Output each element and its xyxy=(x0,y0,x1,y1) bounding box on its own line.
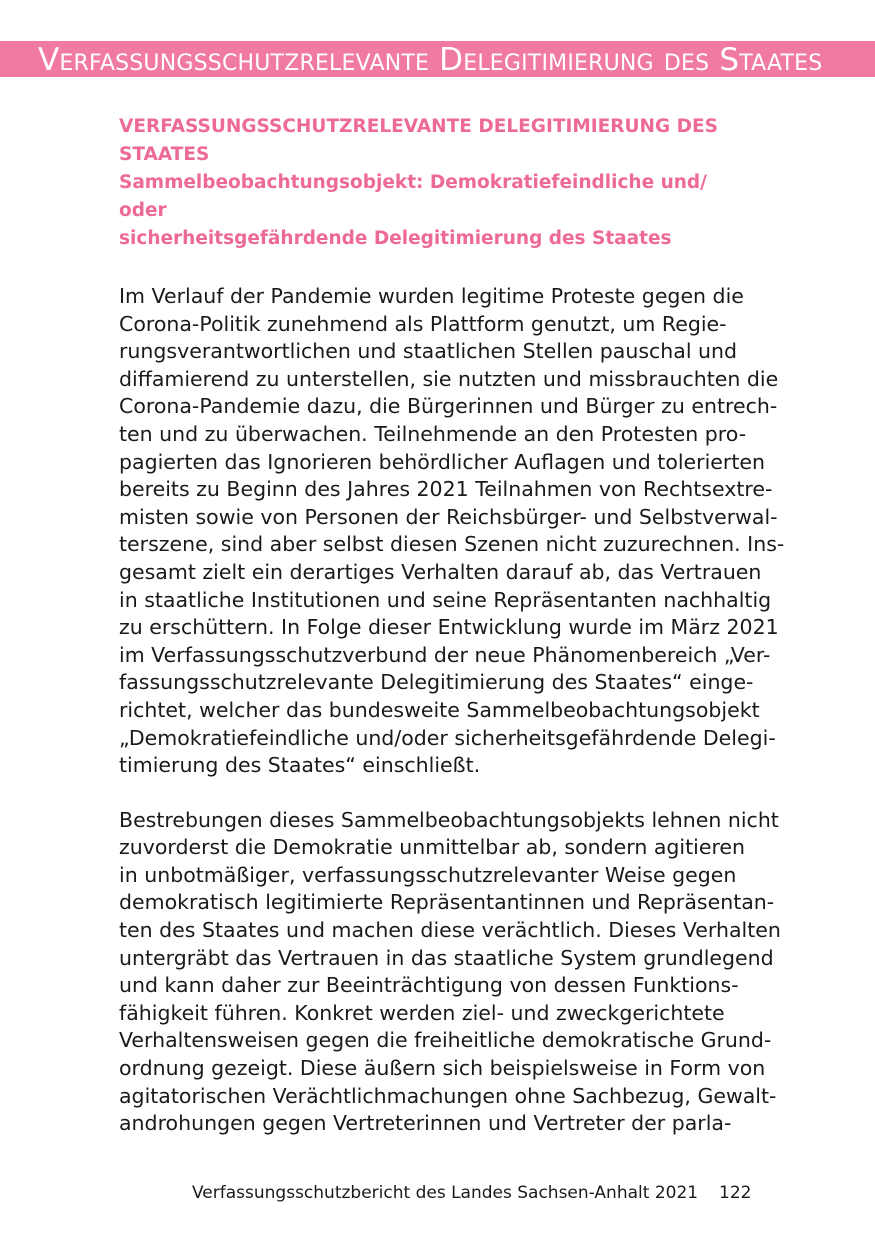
text-line: Corona-Pandemie dazu, die Bürgerinnen und Bürger zu entrech- xyxy=(119,394,778,419)
text-line: fähigkeit führen. Konkret werden ziel- und zweckgerichtete xyxy=(119,1000,725,1025)
text-line: und kann daher zur Beeinträchtigung von dessen Funktions- xyxy=(119,973,739,998)
text-line: zu erschüttern. In Folge dieser Entwicklung wurde im März 2021 xyxy=(119,615,779,640)
text-line: in unbotmäßiger, verfassungsschutzrelevanter Weise gegen xyxy=(119,862,737,887)
text-line: im Verfassungsschutzverbund der neue Phänomenbereich „Ver- xyxy=(119,642,771,667)
section-heading xyxy=(119,113,759,253)
text-line: agitatorischen Verächtlichmachungen ohne Sachbezug, Gewalt- xyxy=(119,1083,777,1108)
text-line: „Demokratiefeindliche und/oder sicherheitsgefährdende Delegi- xyxy=(119,725,776,750)
text-line: rungsverantwortlichen und staatlichen Stellen pauschal und xyxy=(119,339,738,364)
text-line: bereits zu Beginn des Jahres 2021 Teilnahmen von Rechtsextre- xyxy=(119,477,773,502)
text-line: ordnung gezeigt. Diese äußern sich beispielsweise in Form von xyxy=(119,1056,766,1081)
page-content xyxy=(119,113,785,1138)
text-line: Im Verlauf der Pandemie wurden legitime Proteste gegen die xyxy=(119,284,744,308)
text-line: richtet, welcher das bundesweite Sammelbeobachtungsobjekt xyxy=(119,697,760,722)
text-line: ten des Staates und machen diese verächtlich. Dieses Verhalten xyxy=(119,918,781,943)
section-subheading-line: sicherheitsgefährdende Delegitimierung des Staates xyxy=(119,228,672,249)
text-line: zuvorderst die Demokratie unmittelbar ab, sondern agitieren xyxy=(119,835,746,860)
page-number: 122 xyxy=(719,1183,752,1203)
chapter-header-band xyxy=(0,41,875,77)
text-line: timierung des Staates“ einschließt. xyxy=(119,753,481,778)
text-line: demokratisch legitimierte Repräsentantinnen und Repräsentan- xyxy=(119,890,775,915)
section-heading-line: STAATES xyxy=(119,144,210,165)
section-subheading-line: Sammelbeobachtungsobjekt: Demokratiefeindliche und/ oder xyxy=(119,172,707,221)
body-paragraph xyxy=(119,807,781,1138)
text-line: Corona-Politik zunehmend als Plattform genutzt, um Regie- xyxy=(119,311,727,336)
body-paragraph xyxy=(119,283,785,780)
text-line: androhungen gegen Vertreterinnen und Vertreter der parla- xyxy=(119,1111,732,1136)
text-line: pagierten das Ignorieren behördlicher Auflagen und tolerierten xyxy=(119,449,765,474)
text-line: fassungsschutzrelevante Delegitimierung des Staates“ einge- xyxy=(119,670,754,695)
text-line: untergräbt das Vertrauen in das staatliche System grundlegend xyxy=(119,945,774,970)
text-line: in staatliche Institutionen und seine Repräsentanten nachhaltig xyxy=(119,587,772,612)
text-line: Bestrebungen dieses Sammelbeobachtungsobjekts lehnen nicht xyxy=(119,807,779,832)
text-line: diffamierend zu unterstellen, sie nutzten und missbrauchten die xyxy=(119,366,779,391)
footer-publication-title: Verfassungsschutzbericht des Landes Sachsen-Anhalt 2021 xyxy=(192,1183,699,1203)
text-line: misten sowie von Personen der Reichsbürger- und Selbstverwal- xyxy=(119,504,778,529)
text-line: gesamt zielt ein derartiges Verhalten darauf ab, das Vertrauen xyxy=(119,559,762,584)
chapter-title: Verfassungsschutzrelevante Delegitimierung des Staates xyxy=(38,42,823,78)
page-footer xyxy=(0,1181,875,1205)
text-line: terszene, sind aber selbst diesen Szenen nicht zuzurechnen. Ins- xyxy=(119,532,785,557)
text-line: Verhaltensweisen gegen die freiheitliche demokratische Grund- xyxy=(119,1028,772,1053)
text-line: ten und zu überwachen. Teilnehmende an den Protesten pro- xyxy=(119,421,747,446)
section-heading-line: VERFASSUNGSSCHUTZRELEVANTE DELEGITIMIERUNG DES xyxy=(119,116,718,137)
